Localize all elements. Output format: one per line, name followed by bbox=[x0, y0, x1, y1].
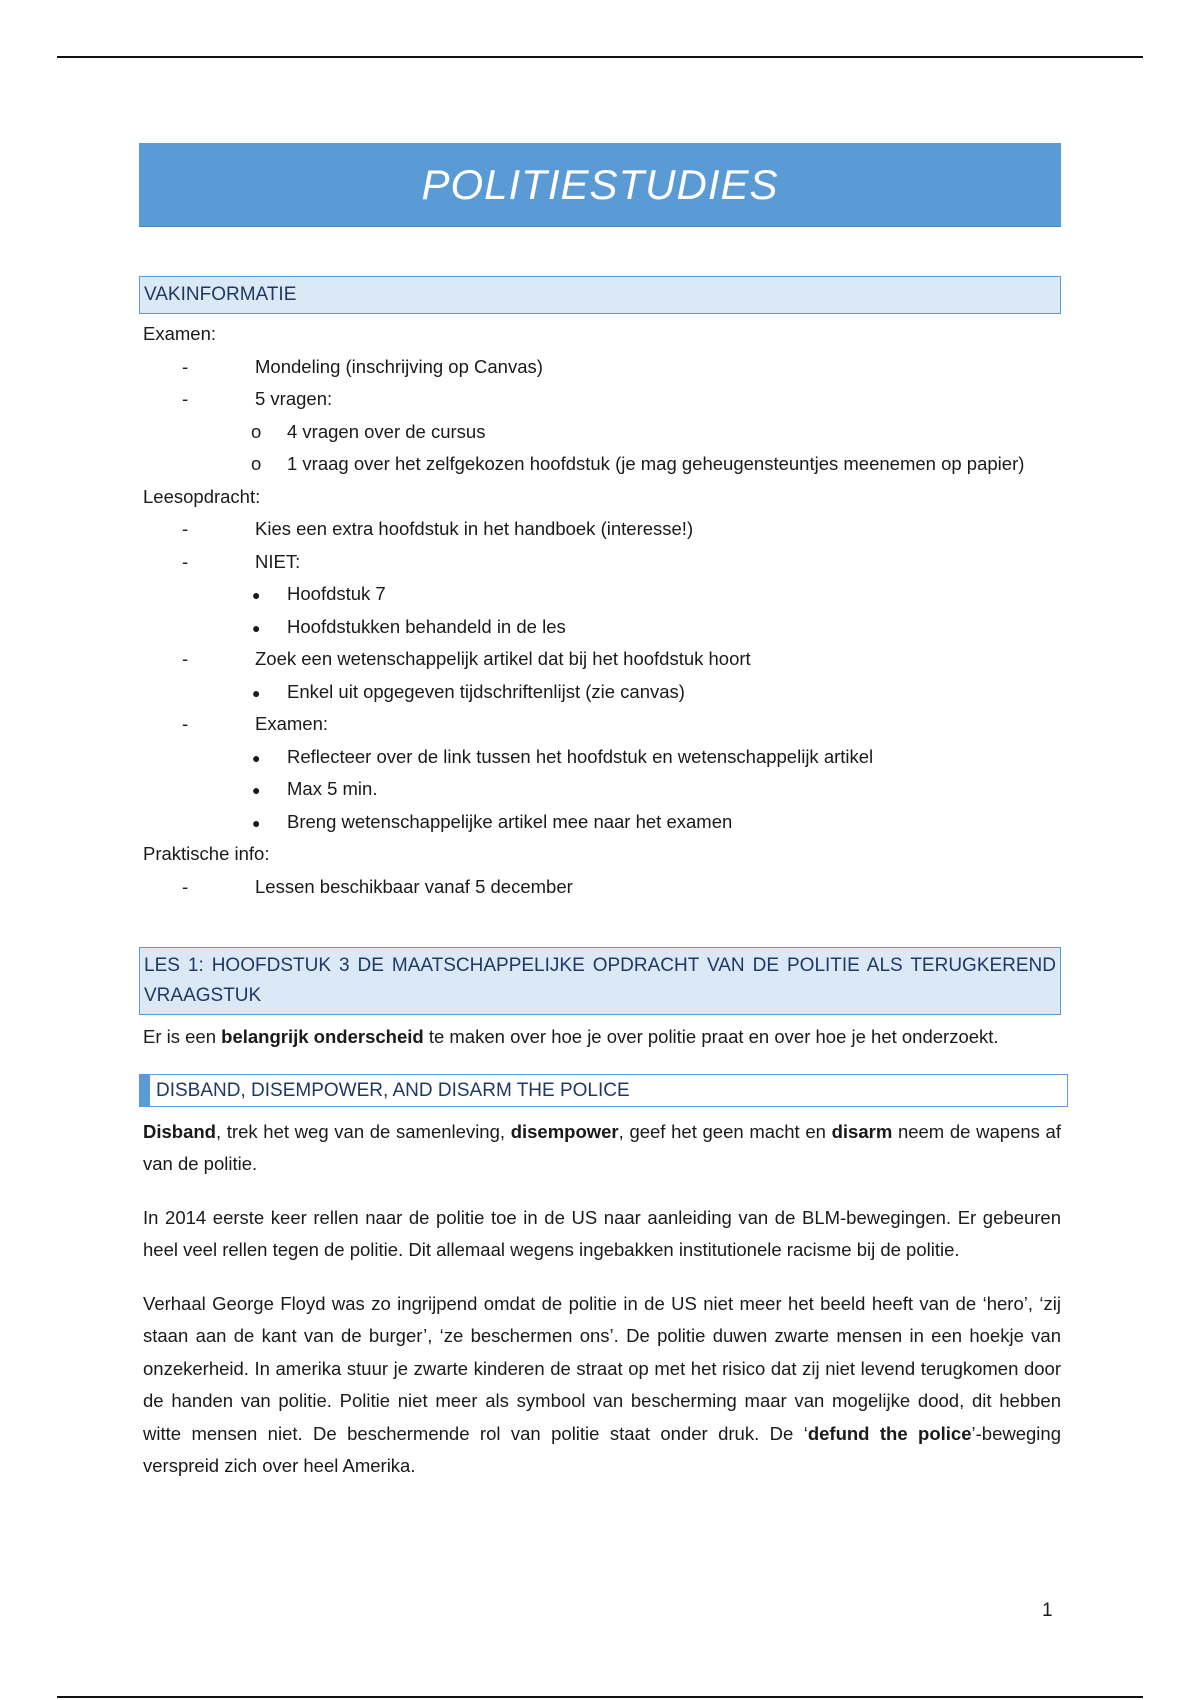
footer-rule bbox=[57, 1696, 1143, 1698]
paragraph-disband: Disband, trek het weg van de samenleving, disempower, geef het geen macht en disarm neem de wapens af van de politie. bbox=[143, 1120, 1061, 1174]
list-item: - Kies een extra hoofdstuk in het handboek (interesse!) bbox=[182, 518, 694, 539]
section-heading-les-1: LES 1: HOOFDSTUK 3 DE MAATSCHAPPELIJKE OPDRACHT VAN DE POLITIE ALS TERUGKEREND VRAAGSTUK bbox=[139, 947, 1061, 1015]
list-item: ● Hoofdstukken behandeld in de les bbox=[252, 615, 566, 637]
leesopdracht-label: Leesopdracht: bbox=[143, 485, 261, 507]
list-item: o 1 vraag over het zelfgekozen hoofdstuk (je mag geheugensteuntjes meenemen op papier) bbox=[251, 453, 1025, 474]
praktische-info-label: Praktische info: bbox=[143, 843, 270, 864]
list-item: ● Breng wetenschappelijke artikel mee naar het examen bbox=[252, 810, 733, 832]
list-item: ● Reflecteer over de link tussen het hoofdstuk en wetenschappelijk artikel bbox=[252, 745, 874, 767]
page-number: 1 bbox=[1042, 1600, 1053, 1621]
list-item: - 5 vragen: bbox=[182, 388, 333, 409]
list-item: - Mondeling (inschrijving op Canvas) bbox=[182, 355, 543, 377]
section-heading-vakinformatie: VAKINFORMATIE bbox=[139, 276, 1061, 314]
page-content bbox=[139, 143, 1061, 1483]
examen-label: Examen: bbox=[143, 323, 217, 344]
list-item: o 4 vragen over de cursus bbox=[251, 420, 486, 442]
paragraph-george-floyd: Verhaal George Floyd was zo ingrijpend omdat de politie in de US niet meer het beeld heeft van de ‘hero’, ‘zij staan aan de kant van de burger’, ‘ze beschermen ons’. De politie duwen zwarte mensen in een hoekje van onzekerheid. In amerika stuur je zwarte kinderen de straat op met het risico dat zij niet levend terugkomen door de handen van politie. Politie niet meer als symbool van bescherming maar van mogelijke dood, dit hebben witte mensen niet. De beschermende rol van politie staat onder druk. De ‘defund the police’-beweging verspreid zich over heel Amerika. bbox=[143, 1292, 1061, 1476]
list-item: - NIET: bbox=[182, 550, 301, 572]
list-item: ● Enkel uit opgegeven tijdschriftenlijst (zie canvas) bbox=[252, 680, 685, 702]
paragraph-2014: In 2014 eerste keer rellen naar de politie toe in de US naar aanleiding van de BLM-bewegingen. Er gebeuren heel veel rellen tegen de politie. Dit allemaal wegens ingebakken institutionele racisme bij de politie. bbox=[143, 1206, 1061, 1260]
document-title: POLITIESTUDIES bbox=[139, 143, 1061, 227]
list-item: - Zoek een wetenschappelijk artikel dat bij het hoofdstuk hoort bbox=[182, 648, 751, 669]
list-item: - Examen: bbox=[182, 713, 329, 734]
list-item: - Lessen beschikbaar vanaf 5 december bbox=[182, 875, 573, 897]
list-item: ● Max 5 min. bbox=[252, 778, 378, 799]
les1-intro: Er is een belangrijk onderscheid te maken over hoe je over politie praat en over hoe je het onderzoekt. bbox=[143, 1026, 999, 1047]
list-item: ● Hoofdstuk 7 bbox=[252, 583, 386, 604]
header-rule bbox=[57, 56, 1143, 58]
subsection-heading-disband: DISBAND, DISEMPOWER, AND DISARM THE POLICE bbox=[139, 1074, 1068, 1107]
